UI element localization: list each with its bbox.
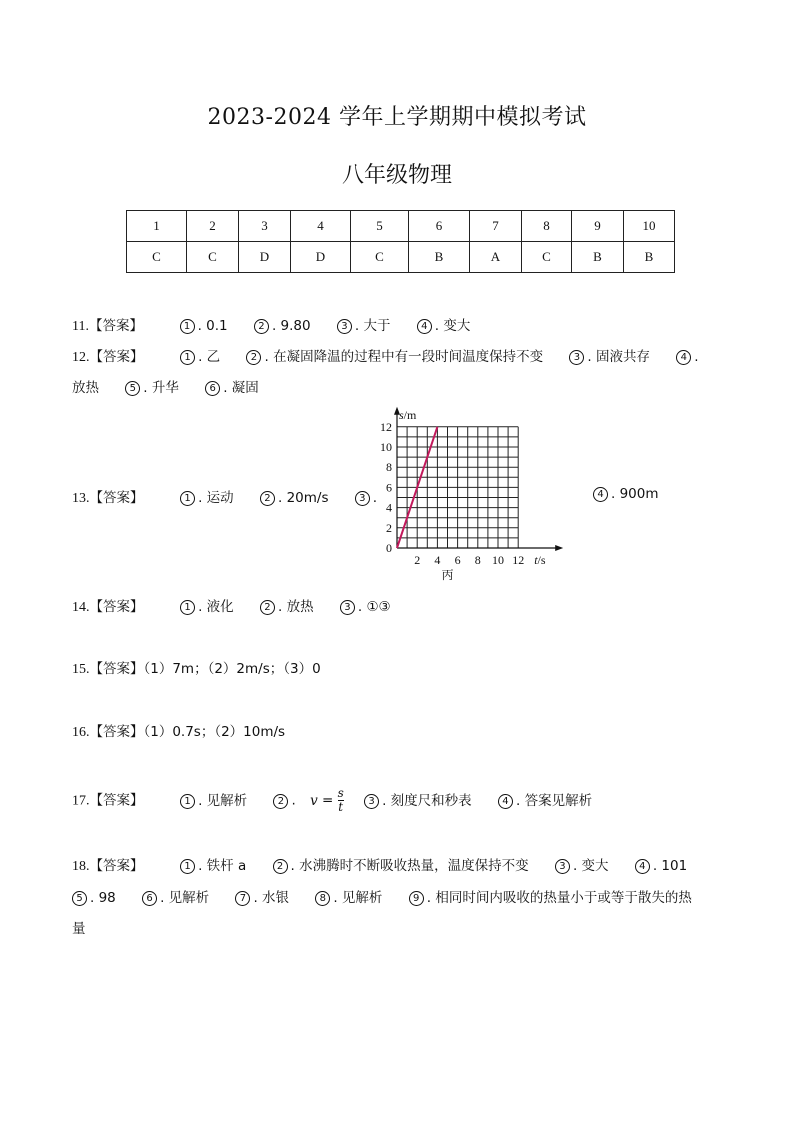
answer-text: . 运动	[198, 490, 234, 506]
table-cell-answer: D	[291, 242, 351, 273]
answer-text: . 101	[652, 858, 688, 874]
answer-item	[337, 314, 391, 334]
x-axis-arrow-icon	[555, 545, 563, 551]
answer-item	[569, 345, 650, 365]
answer-tag: 【答案】	[89, 599, 144, 615]
answer-tag: 【答案】	[89, 792, 144, 809]
y-tick-label: 10	[380, 440, 392, 454]
answer-item	[235, 886, 289, 906]
answer-text: .	[291, 792, 296, 809]
table-cell-number: 8	[522, 211, 572, 242]
y-tick-label: 8	[386, 460, 392, 475]
answer-item	[180, 318, 228, 334]
circled-number: 2	[246, 350, 261, 365]
answer-line-12-cont	[72, 376, 281, 396]
x-axis-variable: t	[534, 553, 538, 567]
answer-item	[417, 314, 471, 334]
question-number: 18.	[72, 859, 90, 874]
answer-text: . 0.1	[197, 318, 228, 334]
y-axis-variable: s	[399, 407, 404, 422]
answer-tag: 【答案】	[89, 724, 144, 740]
question-number: 17.	[72, 793, 90, 809]
circled-number: 9	[409, 891, 424, 906]
question-number: 13.	[72, 491, 90, 506]
table-cell-answer: B	[624, 242, 675, 273]
answer-line-13	[72, 486, 399, 507]
x-tick-label: 8	[474, 553, 481, 567]
answer-text: . 凝固	[223, 380, 259, 396]
y-axis-unit: /m	[403, 407, 417, 422]
answer-text: . 20m/s	[277, 490, 329, 506]
circled-number: 3	[555, 859, 570, 874]
answer-text: . 见解析	[198, 792, 248, 809]
answer-item	[315, 886, 382, 906]
y-tick-label: 4	[386, 500, 392, 515]
circled-number: 1	[180, 600, 195, 615]
answer-item	[676, 349, 698, 365]
table-cell-number: 6	[409, 211, 470, 242]
table-cell-answer: A	[470, 242, 522, 273]
circled-number: 4	[593, 487, 608, 502]
question-number: 11.	[72, 319, 89, 334]
circled-number: 1	[180, 491, 195, 506]
answer-text: . 900m	[611, 486, 659, 502]
table-cell-answer: C	[127, 242, 187, 273]
answer-item	[72, 890, 116, 906]
circled-number: 2	[273, 859, 288, 874]
circled-number: 1	[180, 350, 195, 365]
circled-number: 4	[676, 350, 691, 365]
circled-number: 3	[340, 600, 355, 615]
answer-text: .	[372, 490, 378, 506]
answer-text: . 铁杆 a	[198, 858, 247, 874]
circled-number: 5	[125, 381, 140, 396]
circled-number: 8	[315, 891, 330, 906]
answer-tag: 【答案】	[89, 490, 144, 506]
graph-tick-labels	[380, 420, 524, 567]
answer-item	[125, 376, 179, 396]
answer-table-number-row	[127, 211, 675, 242]
answer-tag: 【答案】	[89, 858, 144, 874]
question-number: 16.	[72, 725, 90, 740]
formula-lhs: v	[310, 792, 318, 809]
circled-number: 1	[180, 794, 195, 809]
answer-text: . 相同时间内吸收的热量小于或等于散失的热	[426, 890, 692, 906]
answer-tag: 【答案】	[88, 318, 143, 334]
answer-tag: 【答案】	[89, 349, 144, 365]
answer-text: . 见解析	[333, 890, 383, 906]
table-cell-number: 9	[572, 211, 624, 242]
circled-number: 2	[254, 319, 269, 334]
circled-number: 6	[142, 891, 157, 906]
formula-equals: =	[317, 792, 338, 809]
y-tick-label: 0	[386, 541, 392, 555]
answer-item	[180, 345, 220, 365]
circled-number: 3	[355, 491, 370, 506]
table-cell-number: 10	[624, 211, 675, 242]
x-tick-label: 10	[492, 553, 504, 567]
circled-number: 1	[180, 859, 195, 874]
answer-item	[273, 787, 343, 814]
x-axis-unit: /s	[537, 553, 546, 567]
answer-text: . 乙	[198, 349, 221, 365]
y-tick-label: 12	[380, 419, 392, 434]
answer-item	[180, 789, 247, 809]
question-number: 14.	[72, 600, 90, 615]
answer-line-15	[72, 657, 321, 678]
circled-number: 7	[235, 891, 250, 906]
table-cell-answer: B	[572, 242, 624, 273]
formula-denominator: t	[338, 800, 344, 814]
answer-item	[260, 595, 314, 615]
circled-number: 4	[498, 794, 513, 809]
answer-item	[205, 376, 259, 396]
answer-table	[126, 210, 675, 273]
answer-line-18-cont	[72, 886, 692, 906]
circled-number: 6	[205, 381, 220, 396]
question-number: 15.	[72, 662, 90, 677]
table-cell-number: 4	[291, 211, 351, 242]
circled-number: 3	[569, 350, 584, 365]
answer-item: 放热	[72, 380, 99, 396]
table-cell-answer: B	[409, 242, 470, 273]
circled-number: 4	[635, 859, 650, 874]
distance-time-graph	[360, 402, 570, 582]
circled-number: 5	[72, 891, 87, 906]
answer-line-11	[72, 314, 492, 335]
page-title: 2023-2024 学年上学期期中模拟考试	[207, 105, 587, 130]
answer-text: . 液化	[198, 599, 234, 615]
answer-line-18-cont2	[72, 917, 86, 937]
answer-line-18	[72, 854, 709, 875]
circled-number: 3	[337, 319, 352, 334]
answer-tag: 【答案】	[89, 661, 144, 677]
answer-table-answer-row	[127, 242, 675, 273]
y-tick-label: 2	[386, 520, 392, 535]
answer-line-16	[72, 720, 285, 741]
answer-text: . 见解析	[160, 890, 210, 906]
circled-number: 3	[364, 794, 379, 809]
table-cell-number: 1	[127, 211, 187, 242]
answer-text: . 刻度尺和秒表	[382, 792, 472, 809]
answer-item	[555, 854, 609, 874]
circled-number: 4	[417, 319, 432, 334]
answer-item	[498, 789, 592, 809]
table-cell-answer: C	[187, 242, 239, 273]
x-tick-label: 2	[414, 553, 421, 567]
answer-item	[593, 486, 659, 502]
answer-text: . 大于	[354, 318, 391, 334]
answer-item	[142, 886, 209, 906]
x-tick-label: 4	[434, 553, 441, 567]
circled-number: 2	[260, 600, 275, 615]
answer-text: . 9.80	[271, 318, 311, 334]
answer-text: . 放热	[277, 599, 314, 615]
table-cell-answer: C	[522, 242, 572, 273]
answer-text: . 升华	[143, 380, 179, 396]
answer-item	[364, 789, 472, 809]
answer-item	[180, 486, 234, 506]
answer-text: 量	[72, 921, 86, 937]
velocity-formula-fraction	[338, 787, 344, 814]
answer-line-13-right	[593, 486, 681, 502]
table-cell-number: 5	[351, 211, 409, 242]
answer-text: . 答案见解析	[515, 792, 593, 809]
table-cell-number: 7	[470, 211, 522, 242]
answer-item	[340, 599, 391, 615]
table-cell-number: 2	[187, 211, 239, 242]
table-cell-answer: D	[239, 242, 291, 273]
answer-text: （1）7m；（2）2m/s；（3）0	[143, 661, 321, 677]
graph-grid	[397, 427, 518, 548]
circled-number: 2	[260, 491, 275, 506]
answer-text: . 固液共存	[587, 349, 650, 365]
answer-item	[635, 858, 687, 874]
answer-text: . 在凝固降温的过程中有一段时间温度保持不变	[264, 349, 544, 365]
y-tick-label: 6	[386, 480, 392, 495]
answer-text: . 98	[90, 890, 116, 906]
question-number: 12.	[72, 350, 90, 365]
answer-item	[254, 318, 311, 334]
y-axis-label	[399, 408, 417, 422]
answer-item	[246, 345, 543, 365]
answer-line-14	[72, 595, 413, 616]
table-cell-answer: C	[351, 242, 409, 273]
x-axis-label	[534, 553, 546, 567]
page-subtitle: 八年级物理	[341, 163, 452, 188]
table-cell-number: 3	[239, 211, 291, 242]
circled-number: 2	[273, 794, 288, 809]
graph-caption: 丙	[441, 568, 454, 582]
answer-item	[180, 854, 246, 874]
answer-text: . 水银	[253, 890, 290, 906]
x-tick-label: 6	[454, 553, 461, 567]
circled-number: 1	[180, 319, 195, 334]
answer-text: . ①③	[357, 599, 391, 615]
answer-item	[409, 886, 692, 906]
answer-text: （1）0.7s；（2）10m/s	[143, 724, 286, 740]
answer-item	[180, 595, 234, 615]
answer-line-12	[72, 345, 699, 366]
answer-line-17	[72, 787, 614, 814]
answer-text: . 变大	[572, 858, 609, 874]
answer-item	[273, 854, 529, 874]
answer-item	[260, 490, 329, 506]
x-tick-label: 12	[512, 553, 525, 567]
formula-numerator: s	[337, 786, 344, 800]
answer-text: . 变大	[434, 318, 471, 334]
answer-text: . 水沸腾时不断吸收热量，温度保持不变	[290, 858, 529, 874]
answer-text: .	[694, 349, 699, 365]
